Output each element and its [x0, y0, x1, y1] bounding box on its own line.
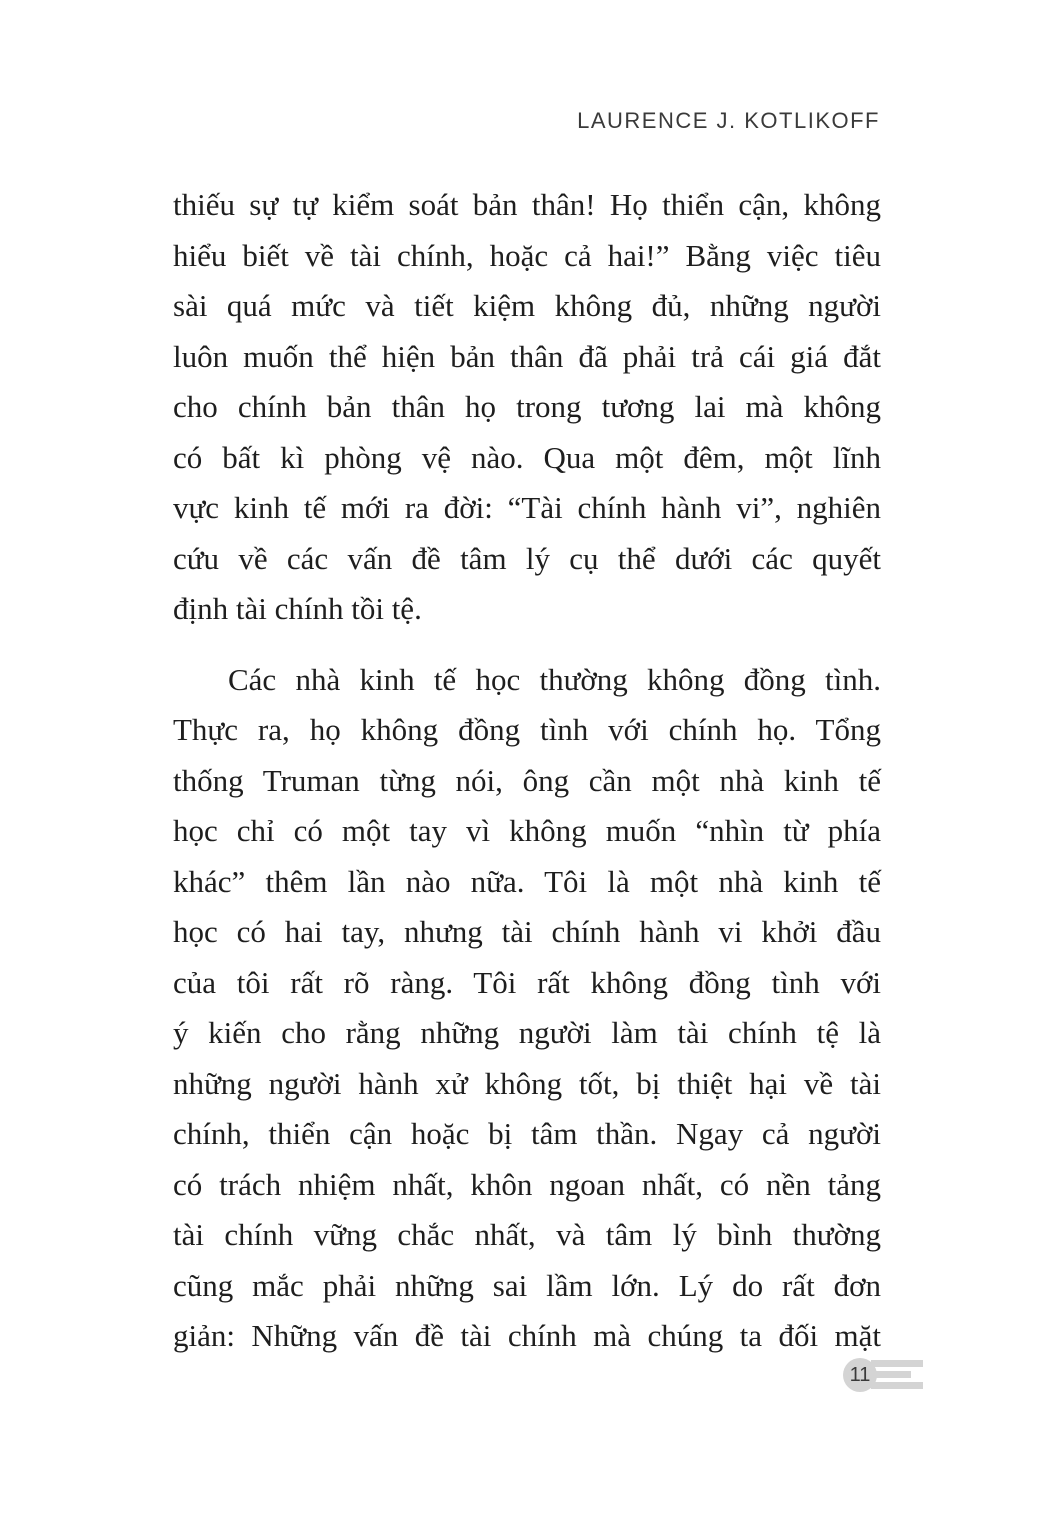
text-line: vực kinh tế mới ra đời: “Tài chính hành vi”, nghiên — [173, 490, 881, 525]
decoration-bar — [871, 1371, 911, 1378]
decoration-bar — [871, 1360, 923, 1367]
text-line: ý kiến cho rằng những người làm tài chính tệ là — [173, 1015, 881, 1050]
text-line: giản: Những vấn đề tài chính mà chúng ta đối mặt — [173, 1318, 881, 1353]
text-line: thiếu sự tự kiểm soát bản thân! Họ thiển cận, không — [173, 187, 881, 222]
body-text — [173, 180, 881, 1362]
text-line: cũng mắc phải những sai lầm lớn. Lý do rất đơn — [173, 1267, 881, 1303]
text-line: có trách nhiệm nhất, khôn ngoan nhất, có nền tảng — [173, 1166, 881, 1202]
text-line: định tài chính tồi tệ. — [173, 591, 422, 626]
text-line: học chỉ có một tay vì không muốn “nhìn từ phía — [173, 813, 881, 848]
text-line: có bất kì phòng vệ nào. Qua một đêm, một lĩnh — [173, 439, 881, 475]
text-line: cứu về các vấn đề tâm lý cụ thể dưới các quyết — [173, 540, 881, 576]
text-line: luôn muốn thể hiện bản thân đã phải trả cái giá đắt — [173, 338, 881, 374]
text-line: của tôi rất rõ ràng. Tôi rất không đồng tình với — [173, 964, 881, 1000]
page-number-badge — [843, 1358, 923, 1392]
text-line: thống Truman từng nói, ông cần một nhà kinh tế — [173, 762, 881, 798]
text-line: chính, thiển cận hoặc bị tâm thần. Ngay cả người — [173, 1116, 881, 1151]
text-line: Thực ra, họ không đồng tình với chính họ. Tổng — [173, 712, 881, 747]
text-line: hiểu biết về tài chính, hoặc cả hai!” Bằng việc tiêu — [173, 237, 881, 273]
text-line: học có hai tay, nhưng tài chính hành vi khởi đầu — [173, 914, 881, 949]
text-line: tài chính vững chắc nhất, và tâm lý bình thường — [173, 1217, 881, 1252]
text-line: khác” thêm lần nào nữa. Tôi là một nhà kinh tế — [173, 863, 881, 899]
paragraph-gap — [173, 635, 881, 655]
running-header-author: LAURENCE J. KOTLIKOFF — [577, 108, 880, 133]
text-line: những người hành xử không tốt, bị thiệt hại về tài — [173, 1065, 881, 1101]
text-line: Các nhà kinh tế học thường không đồng tình. — [228, 661, 881, 697]
text-line: sài quá mức và tiết kiệm không đủ, những người — [173, 288, 881, 323]
text-line: cho chính bản thân họ trong tương lai mà không — [173, 389, 881, 424]
decoration-bar — [871, 1382, 923, 1389]
page-number: 11 — [843, 1358, 877, 1392]
